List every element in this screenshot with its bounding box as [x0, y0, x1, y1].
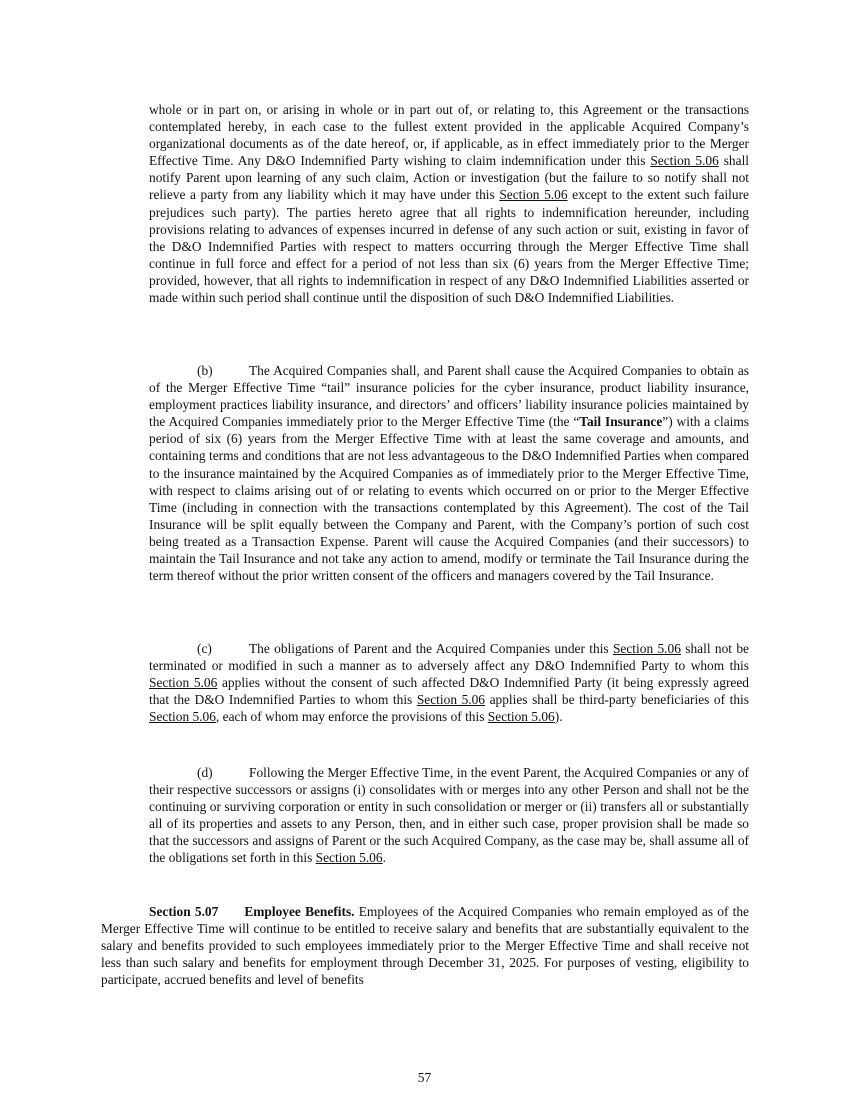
section-reference: Section 5.06: [612, 641, 681, 656]
text: Following the Merger Effective Time, in the event Parent, the Acquired Companies or any of their respective successors or assigns (i) consolidates with or merges into any other Person and shall not be the continuing or surviving corporation or entity in such consolidation or merger or (ii) transfers all or substantially all of its properties and assets to any Person, then, and in either such case, proper provision shall be made so that the successors and assigns of Parent or the such Acquired Company, as the case may be, shall assume all of the obligations set forth in this: [149, 765, 749, 866]
defined-term: Tail Insurance: [579, 414, 663, 430]
page-number: 57: [417, 1070, 432, 1085]
text: applies without the consent of such affected D&O Indemnified Party (it being expressly agreed that the D&O Indemnified Parties to whom this: [149, 675, 749, 708]
paragraph-b: [149, 362, 749, 584]
text: shall not be terminated or modified in such a manner as to adversely affect any D&O Indemnified Party to whom this: [149, 641, 749, 674]
text: shall notify Parent upon learning of any such claim, Action or investigation (but the failure to so notify shall not relieve a party from any liability which it may have under this: [149, 153, 750, 203]
section-reference: Section 5.06: [149, 709, 216, 725]
text: ”) with a claims period of six (6) years from the Merger Effective Time with at least the same coverage and amounts, and containing terms and conditions that are not less advantageous to the D&O Indemnified Parties when compared to the insurance maintained by the Acquired Companies as of immediately prior to the Merger Effective Time, with respect to claims arising out of or relating to events which occurred on or prior to the Merger Effective Time (including in connection with the transactions contemplated by this Agreement). The cost of the Tail Insurance will be split equally between the Company and Parent, with the Company’s portion of such cost being treated as a Transaction Expense. Parent will cause the Acquired Companies (and their successors) to maintain the Tail Insurance and not take any action to amend, modify or terminate the Tail Insurance during the term thereof without the prior written consent of the officers and managers covered by the Tail Insurance.: [149, 414, 749, 584]
text: , each of whom may enforce the provisions of this: [215, 709, 488, 725]
section-reference: Section 5.06: [416, 692, 486, 708]
section-number: Section 5.07: [149, 904, 219, 919]
paragraph-a-continued: [149, 101, 749, 306]
paragraph-c: [149, 640, 749, 725]
paragraph-label: (c): [197, 641, 212, 656]
section-reference: Section 5.06: [487, 709, 555, 725]
text: .: [382, 850, 386, 866]
text: whole or in part on, or arising in whole or in part out of, or relating to, this Agreement or the transactions contemplated hereby, in each case to the fullest extent provided in the applicable Acquired Company’s organizational documents as of the date hereof, or, if applicable, as in effect immediately prior to the Merger Effective Time. Any D&O Indemnified Party wishing to claim indemnification under this: [149, 102, 749, 169]
paragraph-label: (b): [197, 363, 213, 378]
section-reference: Section 5.06: [499, 187, 568, 203]
section-heading: Employee Benefits.: [244, 904, 355, 919]
section-reference: Section 5.06: [149, 675, 218, 691]
section-reference: Section 5.06: [315, 850, 383, 866]
paragraph-label: (d): [197, 765, 213, 780]
text: ).: [554, 709, 563, 725]
paragraph-d: [149, 764, 749, 867]
text: except to the extent such failure prejudices such party). The parties hereto agree that all rights to indemnification hereunder, including provisions relating to advances of expenses incurred in defense of any such action or suit, existing in favor of the D&O Indemnified Parties with respect to matters occurring through the Merger Effective Time shall continue in full force and effect for a period of not less than six (6) years from the Merger Effective Time; provided, however, that all rights to indemnification in respect of any D&O Indemnified Liabilities asserted or made within such period shall continue until the disposition of such D&O Indemnified Liabilities.: [149, 187, 749, 306]
text: Employees of the Acquired Companies who remain employed as of the Merger Effective Time will continue to be entitled to receive salary and benefits that are substantially equivalent to the salary and benefits provided to such employees immediately prior to the Merger Effective Time and shall receive not less than such salary and benefits for employment through December 31, 2025. For purposes of vesting, eligibility to participate, accrued benefits and level of benefits: [101, 904, 749, 988]
text: The Acquired Companies shall, and Parent shall cause the Acquired Companies to obtain as of the Merger Effective Time “tail” insurance policies for the cyber insurance, product liability insurance, employment practices liability insurance, and directors’ and officers’ liability insurance policies maintained by the Acquired Companies immediately prior to the Merger Effective Time (the “: [149, 363, 749, 430]
text: applies shall be third-party beneficiaries of this: [485, 692, 749, 708]
section-5-07: [101, 903, 749, 988]
text: The obligations of Parent and the Acquired Companies under this: [249, 641, 613, 656]
section-reference: Section 5.06: [650, 153, 719, 169]
